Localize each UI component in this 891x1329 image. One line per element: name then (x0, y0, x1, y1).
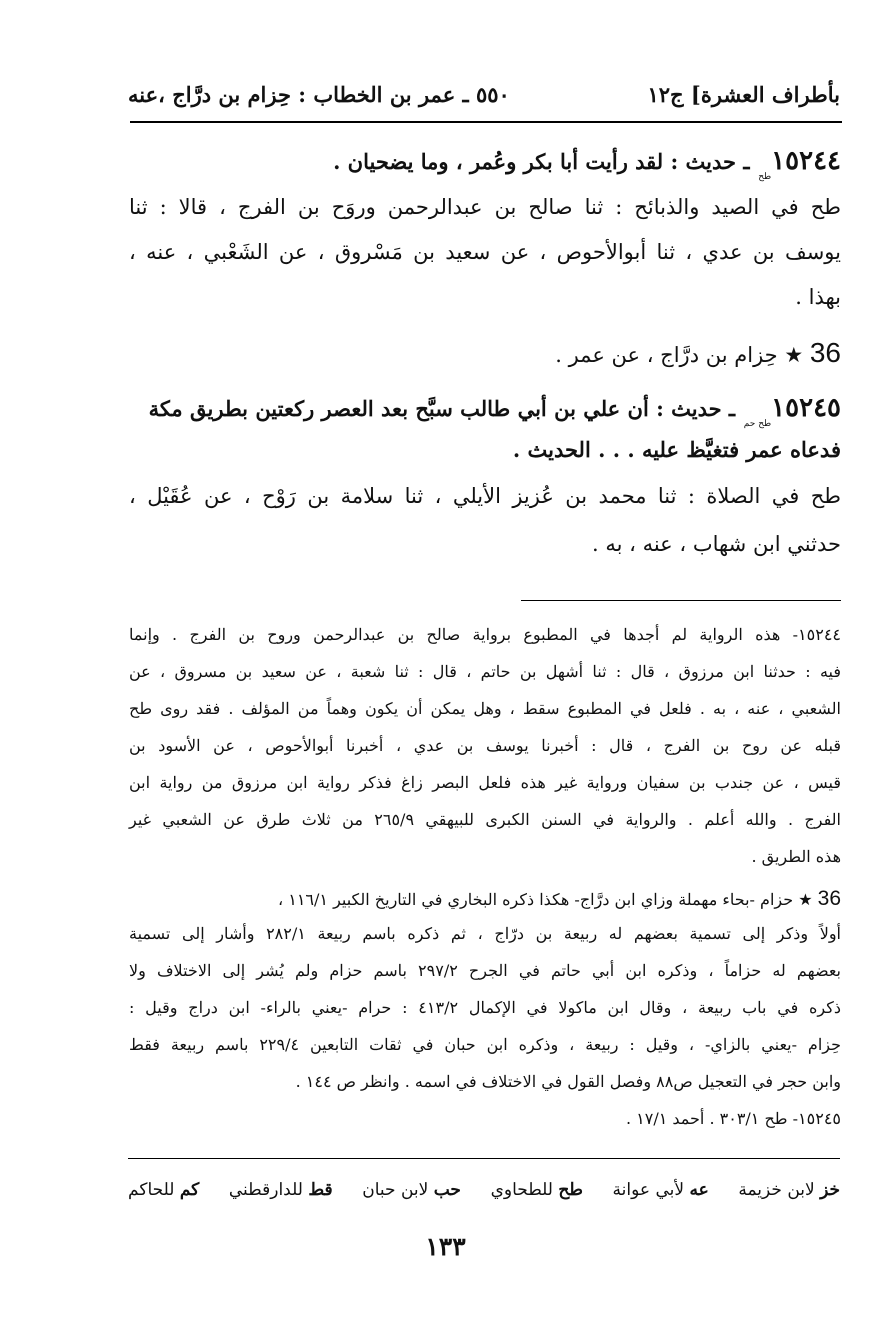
abbreviation-item: كم للحاكم (128, 1180, 200, 1200)
abbreviation-item: عه لأبي عوانة (612, 1180, 709, 1200)
footnote-36-number: 36 (817, 887, 841, 910)
source-marker: طح حم (743, 419, 772, 429)
header-chapter-title: ٥٥٠ ـ عمر بن الخطاب : حِزام بن درَّاج ،عنه (128, 81, 510, 107)
footnote-15244-line: هذه الطريق . (751, 847, 841, 866)
narrator-name: حِزام بن درَّاج ، عن عمر . (555, 343, 778, 367)
footnote-15245: ١٥٢٤٥- طح ٣٠٣/١ . أحمد ١٧/١ . (625, 1109, 841, 1128)
abbreviations-divider (128, 1158, 840, 1159)
footnote-36-line: بعضهم له حزاماً ، وذكره ابن أبي حاتم في الجرح ٢٩٧/٢ باسم حزام ولم يُشر إلى الاختلاف ولا (129, 961, 841, 980)
footnote-36-line-1 (129, 886, 841, 911)
hadith-15245-title-line-2: فدعاه عمر فتغيَّظ عليه . . . الحديث . (512, 437, 841, 462)
footnote-divider (521, 600, 841, 601)
abbreviation-item: قط للدارقطني (228, 1180, 333, 1200)
hadith-15244-heading (129, 146, 841, 182)
footnote-36-line: وابن حجر في التعجيل ص٨٨ وفصل القول في الاختلاف في اسمه . وانظر ص ١٤٤ . (295, 1072, 841, 1091)
hadith-15244-line-2: يوسف بن عدي ، ثنا أبوالأحوص ، عن سعيد بن مَسْروق ، عن الشَعْبي ، عنه ، (129, 240, 841, 264)
footnote-15244-line: الشعبي ، عنه ، به . فلعل في المطبوع سقط ، وهل يمكن أن يكون وهماً من المؤلف . فقد روى طح (129, 699, 841, 718)
footnote-15244-line: قبله عن روح بن الفرج ، قال : أخبرنا يوسف بن عدي ، أخبرنا أبوالأحوص ، عن الأسود بن (129, 736, 842, 755)
hadith-15244-line-3: بهذا . (795, 285, 841, 309)
hadith-15245-line-2: حدثني ابن شهاب ، عنه ، به . (592, 532, 841, 556)
running-header (128, 74, 840, 114)
footnote-36-line: أولاً وذكر إلى تسمية بعضهم له ربيعة بن درّاج ، ثم ذكره باسم ربيعة ٢٨٢/١ وأشار إلى تسمية (129, 924, 842, 943)
footnote-36-line: حِزام -يعني بالزاي- ، وقيل : ربيعة ، وذكره ابن حبان في ثقات التابعين ٢٢٩/٤ باسم ربيعة فقط (129, 1035, 841, 1054)
hadith-15244-line-1: طح في الصيد والذبائح : ثنا صالح بن عبدالرحمن وروَح بن الفرج ، قالا : ثنا (129, 195, 841, 219)
narrator-36-heading (129, 336, 841, 370)
footnote-15244-line: ١٥٢٤٤- هذه الرواية لم أجدها في المطبوع برواية صالح بن عبدالرحمن وروح بن الفرج . وإنما (129, 625, 841, 644)
hadith-15245-line-1: طح في الصلاة : ثنا محمد بن عُزيز الأيلي ، ثنا سلامة بن رَوْح ، عن عُقَيْل ، (129, 484, 841, 508)
star-icon: ★ (798, 890, 813, 909)
source-marker: طح (758, 172, 772, 182)
hadith-number: ١٥٢٤٤ (771, 146, 841, 176)
abbreviations-legend (128, 1180, 840, 1200)
footnote-36-text: حزام -بحاء مهملة وزاي ابن درَّاج- هكذا ذكره البخاري في التاريخ الكبير ١١٦/١ ، (277, 890, 794, 909)
abbreviation-item: خز لابن خزيمة (738, 1180, 840, 1200)
header-divider (130, 121, 842, 123)
footnote-36-line: ذكره في باب ربيعة ، وقال ابن ماكولا في الإكمال ٤١٣/٢ : حرام -يعني بالراء- ابن دراج وقيل : (129, 998, 841, 1017)
footnote-15244-line: الفرج . والله أعلم . والرواية في السنن الكبرى للبيهقي ٢٦٥/٩ من ثلاث طرق عن الشعبي غير (129, 810, 842, 829)
abbreviation-item: حب لابن حبان (362, 1180, 461, 1200)
narrator-number: 36 (809, 337, 841, 368)
hadith-title: ـ حديث : لقد رأيت أبا بكر وعُمر ، وما يضحيان . (333, 149, 750, 174)
header-book-volume: بأطراف العشرة] ج١٢ (647, 81, 840, 107)
star-icon: ★ (784, 343, 804, 367)
footnote-15244-line: قيس ، عن جندب بن سفيان ورواية غير هذه فلعل البصر زاغ فذكر رواية ابن مرزوق من رواية ابن (129, 773, 841, 792)
hadith-15245-heading (129, 393, 841, 429)
hadith-title: ـ حديث : أن علي بن أبي طالب سبَّح بعد العصر ركعتين بطريق مكة (148, 396, 736, 421)
footnote-15244-line: فيه : حدثنا ابن مرزوق ، قال : ثنا أشهل بن حاتم ، قال : ثنا شعبة ، عن سعيد بن مسروق ، عن (129, 662, 841, 681)
page-number: ١٣٣ (425, 1232, 466, 1261)
hadith-number: ١٥٢٤٥ (771, 393, 841, 423)
abbreviation-item: طح للطحاوي (490, 1180, 583, 1200)
